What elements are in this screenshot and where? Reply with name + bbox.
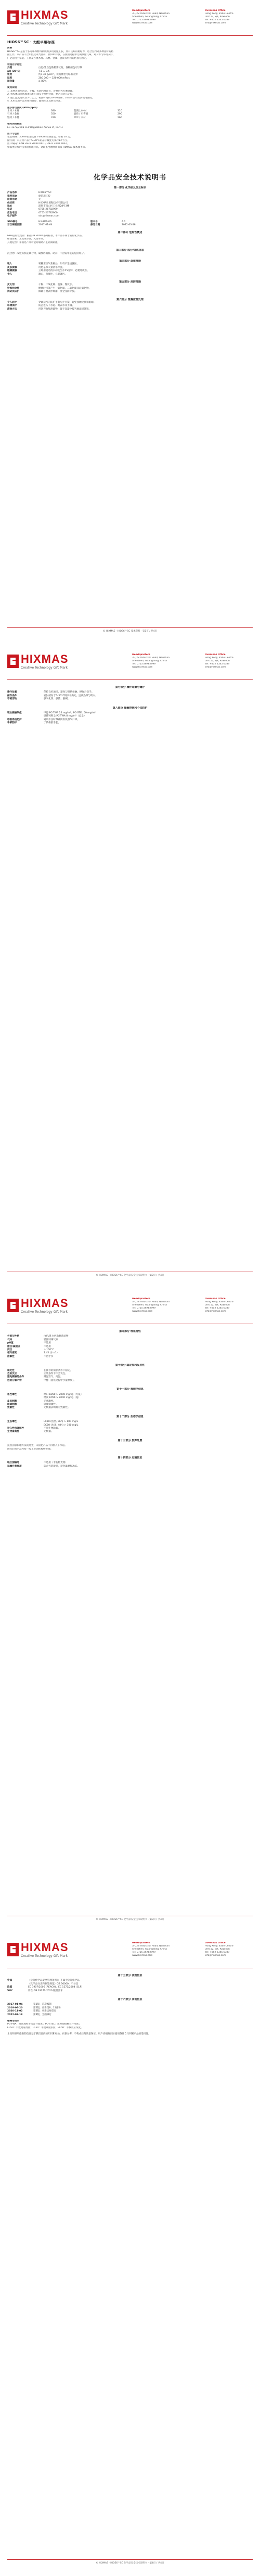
sds-title: 化学品安全技术说明书 — [93, 174, 166, 182]
usage-label: 使用说明 — [7, 86, 17, 89]
hazard-line: 其他危害：未固化产品可能对眼睛产生轻微刺激。 — [7, 241, 60, 244]
section-7-heading: 第七部分 操作处置与储存 — [115, 686, 145, 689]
field-value: ≥ 80% — [38, 80, 47, 83]
field-value: HIXMAS 胶粘技术有限公司 — [38, 201, 68, 204]
field-value: 漱口，勿催吐，立即就医。 — [38, 273, 68, 276]
field-value: 1.45 (水=1) — [44, 1352, 58, 1355]
field-value: 第4版，全面修订 — [33, 2013, 52, 2016]
field-value: 符合 GB 33372-2020 限量要求 — [28, 1989, 63, 1992]
logo-mark-icon — [7, 10, 19, 24]
field-value: 不溶于水 — [44, 1355, 54, 1358]
field-key: 皮肤刺激 — [7, 1400, 17, 1403]
spec-list — [7, 67, 253, 83]
field-value: 经口 LD50 > 2000 mg/kg（大鼠） — [44, 1393, 83, 1396]
page-header — [7, 9, 253, 34]
intro-line: 接工作。本产品不含甲醛及苯类溶剂，低VOC排放，在使用过程中无刺激性气味，对人体与环境友好， — [7, 54, 115, 57]
field-key: 眼睛刺激 — [7, 1403, 17, 1406]
export-line: 储存期：未开封产品于5–30°C阴凉干燥处可保存12个月。 — [7, 139, 69, 142]
brand-name: HIXMAS — [21, 8, 69, 21]
abbreviation-label: 缩略语说明 — [7, 2020, 19, 2023]
address-headquarters: Headquarters 3F, 28 Industrial Road, Nanshan Shenzhen, Guangdong, China Tel: 0755-26782999 www.hixmas.com — [132, 1298, 170, 1313]
field-value: EC 1907/2006 (REACH)、EC 1272/2008 (CLP) — [28, 1986, 83, 1989]
sds-body-part4 — [7, 1974, 253, 2036]
field-key: pH值 — [7, 1342, 14, 1345]
field-value: LC50 (鱼类, 96h) > 100 mg/L — [44, 1420, 79, 1424]
table-cell: 木材 / 木材 — [7, 109, 19, 112]
sds-body-part2 — [7, 686, 253, 725]
address-overseas: Overseas Office Hong Kong Trade Centre Unit 12, 8/F, Kowloon Tel: +852 2345 6789 info@hixmas.com — [205, 1298, 233, 1313]
field-key: 粘度 — [7, 76, 12, 80]
regulatory-list — [7, 1979, 253, 1993]
page-header — [7, 653, 253, 678]
field-key: 持久性和降解性 — [7, 1427, 24, 1430]
field-key: 2019-06-20 — [7, 2006, 23, 2009]
field-value: 密封储存于5–30°C阴凉干燥处，远离热源与明火。 — [44, 694, 98, 697]
field-value: 深圳市南山区工业路28号3楼 — [38, 205, 70, 208]
usage-line: 2. 将胶体以点状或条状均匀涂布于基材背面，贴合后轻压定位。 — [7, 93, 75, 96]
certification-text: EC 1272/2008 CLP Regulation Annex VI, Part 3 — [7, 126, 63, 129]
brand-tagline: Creative Technology Gift Mark — [21, 1310, 68, 1314]
field-value: 潮湿空气、高温。 — [44, 1376, 63, 1379]
field-key: 生态毒性 — [7, 1420, 17, 1424]
field-key: 手部防护 — [7, 722, 17, 725]
field-value: 约1.45 g/cm³，视具体型号略有差异 — [38, 73, 78, 76]
field-key: 灭火剂 — [7, 284, 15, 287]
field-key: 修订日期 — [90, 224, 100, 227]
field-key: 首次编制日期 — [7, 224, 22, 227]
logo-mark-icon — [7, 1943, 19, 1956]
brand-logo — [7, 653, 85, 676]
table-cell: PVC / 木材 — [74, 116, 86, 119]
field-key: 2022-03-18 — [7, 2013, 23, 2016]
field-key: 密度 — [7, 73, 12, 76]
exposure-list — [7, 712, 253, 725]
field-key: 欧盟 — [7, 1986, 12, 1989]
field-key: 版本号 — [90, 220, 98, 223]
field-value: 不适用 — [44, 1345, 51, 1348]
field-value: 第2版，更新第8、11部分 — [33, 2006, 61, 2009]
page-1 — [0, 0, 260, 644]
disclaimer-text: 本说明书所提供的信息基于我们目前的知识和经验，仅供参考，不构成任何质量保证。用户应根据实际使用条件自行判断产品的适用性。 — [7, 2033, 151, 2036]
revision-history-list — [7, 2003, 253, 2017]
hazard-line: GHS危险性类别：根据GB 30000系列标准，本产品不属于危险化学品。 — [7, 234, 84, 237]
field-key: 电子邮件 — [7, 215, 17, 218]
table-cell: 310 — [51, 116, 56, 119]
field-value: 0755-26782999 — [38, 208, 58, 211]
section-16-heading: 第十六部分 其他信息 — [118, 1998, 142, 2002]
field-value: 不易生物降解。 — [44, 1427, 61, 1430]
field-key: 溶解性 — [7, 1355, 15, 1358]
page-footer: © HIXMAS · HIOS6™SC 技术资料 · 第1页 / 共4页 — [7, 627, 253, 633]
section-5-heading: 第五部分 消防措施 — [119, 280, 141, 284]
address-overseas: Overseas Office Hong Kong Trade Centre Unit 12, 8/F, Kowloon Tel: +852 2345 6789 info@hixmas.com — [205, 1942, 233, 1957]
field-key: 食入 — [7, 273, 12, 276]
table-cell: 260 — [118, 116, 122, 119]
field-key: 操作处置 — [7, 691, 17, 694]
field-value: HX-SDS-06 — [38, 220, 51, 223]
field-key: 2020-11-02 — [7, 2010, 23, 2013]
field-key: 眼睛接触 — [7, 270, 17, 273]
field-value: sds@hixmas.com — [38, 215, 60, 218]
table-cell: 瓷砖 / 石膏板 — [74, 113, 88, 116]
toxicology-list — [7, 1393, 253, 1410]
field-key: 避免接触的条件 — [7, 1376, 24, 1379]
field-value: 不适用（非危险货物） — [44, 1462, 68, 1465]
field-key: 皮肤接触 — [7, 266, 17, 269]
first-aid-list — [7, 263, 253, 276]
address-headquarters: Headquarters 3F, 28 Industrial Road, Nanshan Shenzhen, Guangdong, China Tel: 0755-26782999 www.hixmas.com — [132, 653, 170, 669]
field-value: 经皮 LD50 > 2000 mg/kg（兔） — [44, 1396, 81, 1400]
address-overseas: Overseas Office Hong Kong Trade Centre Unit 12, 8/F, Kowloon Tel: +852 2345 6789 info@hixmas.com — [205, 653, 233, 669]
field-key: pH (20°C) — [7, 70, 20, 73]
field-row — [7, 1465, 253, 1468]
performance-label: 最小剪切强度 (MOa/ppm) — [7, 106, 37, 109]
spill-list — [7, 301, 253, 311]
page-2 — [0, 644, 260, 1288]
field-key: 产品名称 — [7, 191, 17, 195]
field-value: 不适用 — [44, 1342, 51, 1345]
address-headquarters: Headquarters 3F, 28 Industrial Road, Nanshan Shenzhen, Guangdong, China Tel: 0755-26782999 www.hixmas.com — [132, 1942, 170, 1957]
field-key: 吸入 — [7, 263, 12, 266]
intro-line: HIOS6™SC是基于多元环保材料制成的多用途施工胶，具有良好的黏结力，适合室内外多种基材的粘 — [7, 50, 114, 53]
brand-tagline: Creative Technology Gift Mark — [21, 666, 68, 670]
field-value: 燃烧时可能产生一氧化碳、二氧化碳及硅氧化物。 — [38, 287, 92, 290]
field-key: 2017-01-04 — [7, 2003, 23, 2006]
field-key: 不相容物 — [7, 698, 17, 701]
field-value: 0755-26782900 — [38, 211, 58, 214]
field-value: 丁腈橡胶手套。 — [44, 722, 61, 725]
address-overseas: Overseas Office Hong Kong Trade Centre Unit 12, 8/F, Kowloon Tel: +852 2345 6789 info@hixmas.com — [205, 9, 233, 24]
header-divider — [7, 35, 253, 36]
section-14-heading: 第十四部分 运输信息 — [118, 1456, 142, 1459]
field-value: 碳酸钙粉尘 PC-TWA 8 mg/m³（总尘） — [44, 715, 86, 718]
field-value: 2022-03-18 — [122, 224, 136, 227]
field-key: 储存条件 — [7, 694, 17, 697]
address-headquarters: Headquarters 3F, 28 Industrial Road, Nanshan Shenzhen, Guangdong, China Tel: 0755-26782999 www.hixmas.com — [132, 9, 170, 24]
table-cell: 380 — [51, 109, 56, 112]
field-value: 强氧化剂、强酸、强碱。 — [44, 698, 70, 701]
field-value: 防止进入下水道、地表水及土壤。 — [38, 304, 74, 307]
brand-logo — [7, 1942, 85, 1965]
export-line: 如需更详细的技术资料或样品，请联系当地经销商或 HIXMAS 技术服务部。 — [7, 146, 88, 149]
intro-label: 简要 — [7, 47, 12, 50]
field-value: 转移至空气新鲜处，如有不适请就医。 — [38, 263, 80, 266]
field-key: 闪点 — [7, 1349, 12, 1352]
page-4 — [0, 1932, 260, 2576]
section-15-heading: 第十五部分 法规信息 — [118, 1974, 142, 1977]
brand-name: HIXMAS — [21, 1297, 69, 1310]
abbreviation-line: LD50：半数致死剂量；LC50：半数致死浓度；EC50：半数效应浓度。 — [7, 2026, 83, 2029]
field-value: 2017-01-04 — [38, 224, 53, 227]
field-key: 固含量 — [7, 80, 15, 83]
revision-list — [7, 221, 253, 227]
field-value: 干粉、二氧化碳、泡沫、雾状水。 — [38, 284, 74, 287]
field-key: 电话 — [7, 208, 12, 211]
logo-mark-icon — [7, 655, 19, 668]
firefighting-list — [7, 284, 253, 293]
field-value: 《危险化学品安全管理条例》：不属于危险化学品 — [28, 1979, 80, 1982]
page-header — [7, 1942, 253, 1967]
handling-list — [7, 691, 253, 701]
spec-label: 物理化学特性 — [7, 63, 22, 67]
field-value: 正常条件下不会发生。 — [44, 1373, 68, 1376]
certification-label: 相关法规标准 — [7, 123, 22, 126]
page-footer: © HIXMAS · HIOS6™SC 化学品安全技术说明书 · 第4页 / 共4页 — [7, 2559, 253, 2565]
field-key: 呼吸系统防护 — [7, 718, 22, 721]
field-value: 《化学品分类和标签规范》GB 30000：不分类 — [28, 1982, 79, 1985]
field-value: 白色/乳白色黏稠膏状物，各种颜色可订制 — [38, 67, 83, 70]
field-key: 危险分解产物 — [7, 1379, 22, 1382]
field-row — [7, 308, 253, 311]
page-title: HIOS6™SC · 无醛卓越标准 — [7, 41, 55, 44]
field-value: 4.0 — [122, 220, 126, 223]
field-key: 外观 — [7, 67, 12, 70]
field-value: 防止包装破损，避免暴晒和冰冻。 — [44, 1465, 80, 1468]
abbreviation-line: PC-TWA：时间加权平均容许浓度；PC-STEL：短时间接触容许浓度； — [7, 2023, 81, 2026]
field-value: 建筑施工胶 — [38, 195, 50, 198]
field-value: EC50 (水蚤, 48h) > 100 mg/L — [44, 1424, 79, 1427]
field-key: 危险反应 — [7, 1373, 17, 1376]
brand-logo — [7, 9, 85, 32]
field-value: 无数据表明具有致敏性。 — [44, 1406, 70, 1409]
transport-list — [7, 1462, 253, 1468]
table-cell: 石材 / 金属 — [7, 113, 19, 116]
section-10-heading: 第十部分 稳定性和反应性 — [115, 1364, 145, 1367]
brand-name: HIXMAS — [21, 652, 69, 665]
field-value: 保持良好通风，避免与眼睛接触，操作后洗手。 — [44, 691, 94, 694]
section-8-heading: 第八部分 接触控制和个体防护 — [112, 706, 148, 710]
performance-table — [7, 110, 140, 120]
field-key: 熔点/凝固点 — [7, 1345, 20, 1348]
section-9-heading: 第九部分 理化特性 — [119, 1330, 141, 1333]
field-value: 无刺激性。 — [44, 1400, 56, 1403]
field-key: 中国 — [7, 1979, 12, 1982]
field-key: 急性毒性 — [7, 1393, 17, 1396]
field-value: 甲醇（固化过程中少量释放）。 — [44, 1379, 76, 1382]
field-value: 白色/乳白色黏稠膏状物 — [44, 1335, 69, 1338]
section-6-heading: 第六部分 泄漏应急处理 — [116, 298, 144, 301]
field-key: 推荐用途 — [7, 195, 17, 198]
field-value: 通风不良时佩戴防有机蒸气口罩。 — [44, 718, 80, 721]
brand-tagline: Creative Technology Gift Mark — [21, 1954, 68, 1958]
field-key: SDS编号 — [7, 220, 18, 223]
usage-line: 4. 未用完的产品应密封保存，避免阳光直射及冰冻。 — [7, 100, 63, 103]
field-value: HIOS6™SC — [38, 191, 51, 195]
physical-properties-list — [7, 1335, 253, 1359]
section-12-heading: 第十二部分 生态学信息 — [116, 1415, 144, 1418]
field-value: 第1版，首次编制 — [33, 2003, 52, 2006]
field-value: 在推荐的储存条件下稳定。 — [44, 1369, 73, 1372]
export-label: 出口与包装 — [7, 132, 19, 135]
field-value: 佩戴自给式呼吸器，穿全身防护服。 — [38, 290, 77, 293]
sds-body-part1 — [7, 186, 253, 311]
usage-line: 1. 基材表面应清洁、干燥、无油污及浮灰，必要时先打磨处理。 — [7, 89, 75, 93]
field-key: 个人防护 — [7, 301, 17, 304]
table-cell: 铝材 / 木材 — [7, 116, 19, 119]
field-value: 无数据。 — [44, 1430, 54, 1433]
page-footer: © HIXMAS · HIOS6™SC 化学品安全技术说明书 · 第2页 / 共4页 — [7, 1272, 253, 1277]
field-value: 280 000 ~ 320 000 mPa·s — [38, 76, 70, 80]
field-value: > 100°C — [44, 1349, 54, 1352]
field-key: 联合国编号 — [7, 1462, 19, 1465]
intro-line: 广泛适用于家装、工装及各类木作、石材、金属、瓷砖等材料的粘接与固定。 — [7, 57, 89, 60]
field-key: 相对密度 — [7, 1352, 17, 1355]
usage-line: 3. 施工温度建议在5°C以上，初固时间约20–30分钟，24小时后可达到使用强度。 — [7, 96, 95, 99]
export-line: 出口编码：EAN 3931 2000 0001 / 3931 2000 0002。 — [7, 143, 69, 146]
field-value: 用刮刀收集泄漏物，置于容器中按当地法规处置。 — [38, 307, 92, 311]
field-value: 轻微刺激性。 — [44, 1403, 58, 1406]
field-key: 消防员防护 — [7, 290, 19, 293]
field-key: 环境保护 — [7, 304, 17, 307]
section-1-heading: 第一部分 化学品及企业标识 — [114, 186, 146, 189]
table-cell: 350 — [51, 113, 56, 116]
disposal-line: 固化后的产品可按一般工业固体废物处理。 — [7, 1447, 53, 1451]
field-key: 气味 — [7, 1338, 12, 1341]
page-footer: © HIXMAS · HIOS6™SC 化学品安全技术说明书 · 第3页 / 共4页 — [7, 1916, 253, 1921]
section-13-heading: 第十三部分 废弃处置 — [118, 1439, 142, 1442]
section-4-heading: 第四部分 急救措施 — [119, 259, 141, 263]
field-key: 供应商 — [7, 201, 15, 204]
table-cell: 320 — [118, 109, 122, 112]
field-key: 职业接触限值 — [7, 712, 22, 715]
field-row — [7, 722, 253, 725]
page-header — [7, 1298, 253, 1323]
section-2-heading: 第二部分 危险性概述 — [118, 231, 142, 235]
stability-list — [7, 1369, 253, 1383]
section-11-heading: 第十一部分 毒理学信息 — [116, 1388, 144, 1391]
field-key: 地址 — [7, 205, 12, 208]
field-key: 外观与性状 — [7, 1335, 19, 1338]
disposal-line: 按照国家和地方法规处置，未固化产品不得倒入下水道。 — [7, 1444, 67, 1447]
hazard-line: 标签要素：无需象形图，无信号词。 — [7, 238, 46, 241]
sds-body-part3 — [7, 1330, 253, 1468]
logo-mark-icon — [7, 1299, 19, 1312]
field-value: 立即用流动清水冲洗至少15分钟，必要时就医。 — [38, 270, 89, 273]
field-value: 第3版，更新法规信息 — [33, 2010, 57, 2013]
brand-tagline: Creative Technology Gift Mark — [21, 22, 68, 25]
field-key: 应急电话 — [7, 211, 17, 214]
export-line: 包装规格：300ml铝箔软管 / 600ml香肠包装，每箱 20 支。 — [7, 136, 72, 139]
field-key: VOC — [7, 1989, 13, 1992]
table-cell: 混凝土/木材 — [74, 109, 87, 112]
tds-body — [7, 41, 253, 149]
composition-text: 混合物：改性有机硅聚合物、碳酸钙填料、助剂；不含需申报的危险组分。 — [7, 252, 86, 255]
field-value: 无 — [38, 198, 41, 201]
field-key: 致敏性 — [7, 1406, 15, 1409]
field-key: 限制用途 — [7, 198, 17, 201]
identification-list — [7, 191, 253, 218]
field-key: 特殊危险性 — [7, 287, 19, 290]
brand-logo — [7, 1298, 85, 1321]
field-key: 运输注意事项 — [7, 1465, 22, 1468]
field-value: 穿戴适当的防护手套与护目镜，避免接触皮肤和眼睛。 — [38, 301, 96, 304]
section-3-heading: 第三部分 成分/组成信息 — [116, 249, 144, 252]
page-3 — [0, 1288, 260, 1932]
field-value: 7.0 ± 0.5 — [38, 70, 50, 73]
field-value: 甲醇 PC-TWA 25 mg/m³；PC-STEL 50 mg/m³ — [44, 712, 96, 715]
table-cell: 290 — [118, 113, 122, 116]
field-value: 轻微特殊气味 — [44, 1338, 58, 1341]
field-value: 用肥皂和大量清水冲洗。 — [38, 266, 65, 269]
brand-name: HIXMAS — [21, 1941, 69, 1954]
field-key: 稳定性 — [7, 1369, 15, 1372]
ecology-list — [7, 1420, 253, 1434]
field-key: 生物富集性 — [7, 1430, 19, 1433]
field-key: 清除方法 — [7, 307, 17, 311]
